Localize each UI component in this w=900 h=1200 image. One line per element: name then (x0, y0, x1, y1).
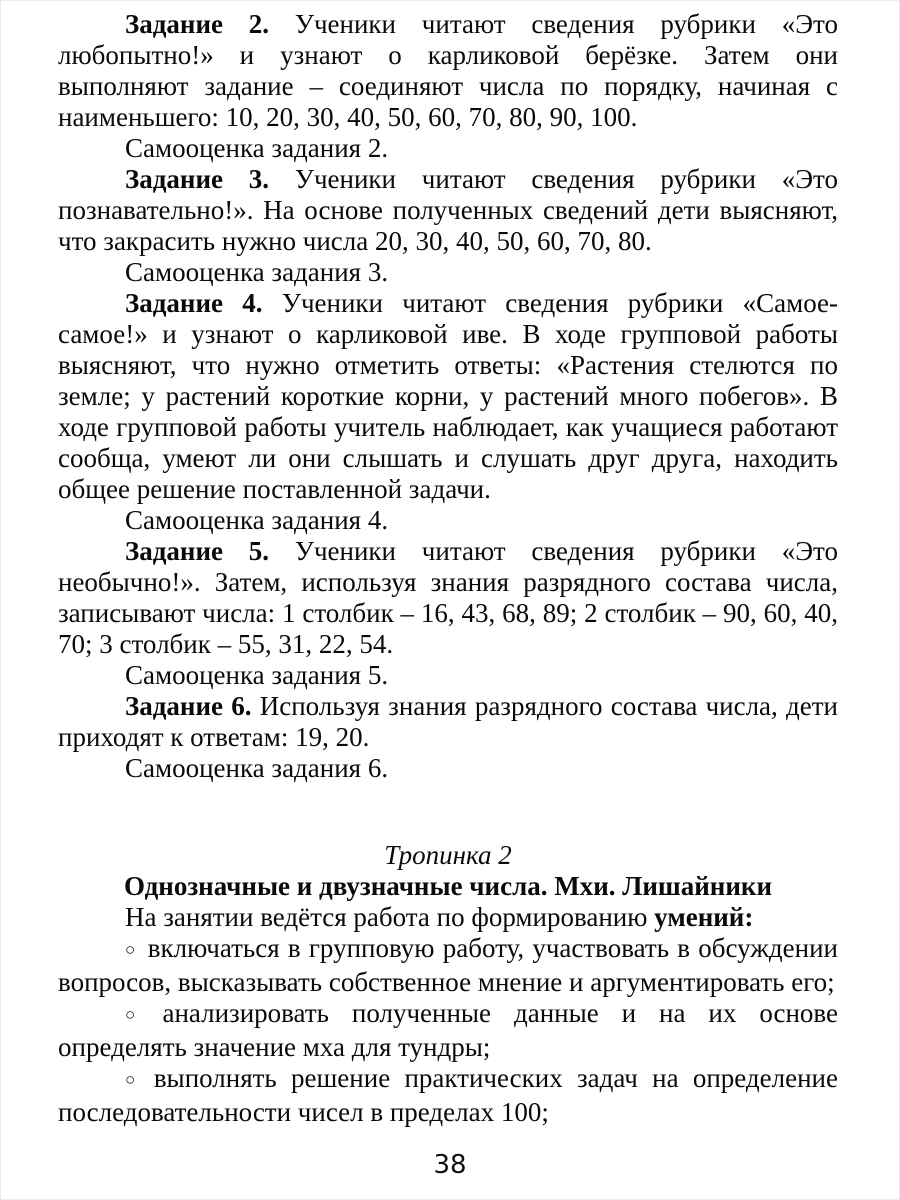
text-segment: Задание 3. (125, 164, 270, 194)
section-title-tropinka-2 (58, 840, 838, 871)
text-segment: Ученики читают сведения рубрики «Это любопытно!» и узнают о карликовой берёзке. Затем они выполняют задание – соединяют числа по порядку, начиная с наименьшего: 10, 20, 30, 40, 50, 60, 70, 80, 90, 100. (58, 9, 838, 132)
task-5-paragraph (58, 536, 838, 660)
text-segment: анализировать полученные данные и на их основе определять значение мха для тундры; (58, 998, 838, 1062)
task-6-paragraph (58, 691, 838, 753)
text-segment: Однозначные и двузначные числа. Мхи. Лишайники (123, 871, 773, 901)
text-segment: умений: (654, 902, 754, 932)
text-segment: выполнять решение практических задач на определение последовательности чисел в пределах 100; (58, 1063, 838, 1127)
bullet-circle-icon: ○ (125, 940, 137, 959)
text-segment: включаться в групповую работу, участвовать в обсуждении вопросов, высказывать собственное мнение и аргументировать его; (58, 933, 838, 997)
bullet-circle-icon: ○ (125, 1005, 152, 1024)
text-segment: Задание 2. (125, 9, 270, 39)
self-assessment-3 (58, 257, 838, 288)
text-segment: Самооценка задания 2. (125, 133, 389, 163)
text-segment: Самооценка задания 3. (125, 257, 389, 287)
section-heading (58, 871, 838, 902)
page-number: 38 (433, 1150, 467, 1180)
self-assessment-6 (58, 753, 838, 784)
text-segment: Ученики читают сведения рубрики «Самое-самое!» и узнают о карликовой иве. В ходе групповой работы выясняют, что нужно отметить ответы: «Растения стелются по земле; у растений короткие корни, у растений много побегов». В ходе групповой работы учитель наблюдает, как учащиеся работают сообща, умеют ли они слышать и слушать друг друга, находить общее решение поставленной задачи. (58, 288, 838, 504)
skill-item-2 (58, 998, 838, 1063)
text-segment: Используя знания разрядного состава числа, дети приходят к ответам: 19, 20. (58, 691, 838, 752)
skill-item-1 (58, 933, 838, 998)
self-assessment-2 (58, 133, 838, 164)
text-segment: На занятии ведётся работа по формированию (125, 902, 655, 932)
self-assessment-5 (58, 660, 838, 691)
text-segment: Ученики читают сведения рубрики «Это познавательно!». На основе полученных сведений дети выясняют, что закрасить нужно числа 20, 30, 40, 50, 60, 70, 80. (58, 164, 838, 256)
task-2-paragraph (58, 9, 838, 133)
text-segment: Задание 6. (125, 691, 252, 721)
task-4-paragraph (58, 288, 838, 505)
task-3-paragraph (58, 164, 838, 257)
text-segment: Задание 4. (125, 288, 263, 318)
text-segment: Самооценка задания 6. (125, 753, 389, 783)
text-segment: Тропинка 2 (384, 840, 512, 870)
text-segment: Самооценка задания 4. (125, 505, 389, 535)
skills-intro-paragraph (58, 902, 838, 933)
text-segment: Ученики читают сведения рубрики «Это необычно!». Затем, используя знания разрядного состава числа, записывают числа: 1 столбик – 16, 43, 68, 89; 2 столбик – 90, 60, 40, 70; 3 столбик – 55, 31, 22, 54. (58, 536, 838, 659)
bullet-circle-icon: ○ (125, 1070, 143, 1089)
skill-item-3 (58, 1063, 838, 1128)
text-segment: Задание 5. (125, 536, 270, 566)
text-segment: Самооценка задания 5. (125, 660, 389, 690)
self-assessment-4 (58, 505, 838, 536)
